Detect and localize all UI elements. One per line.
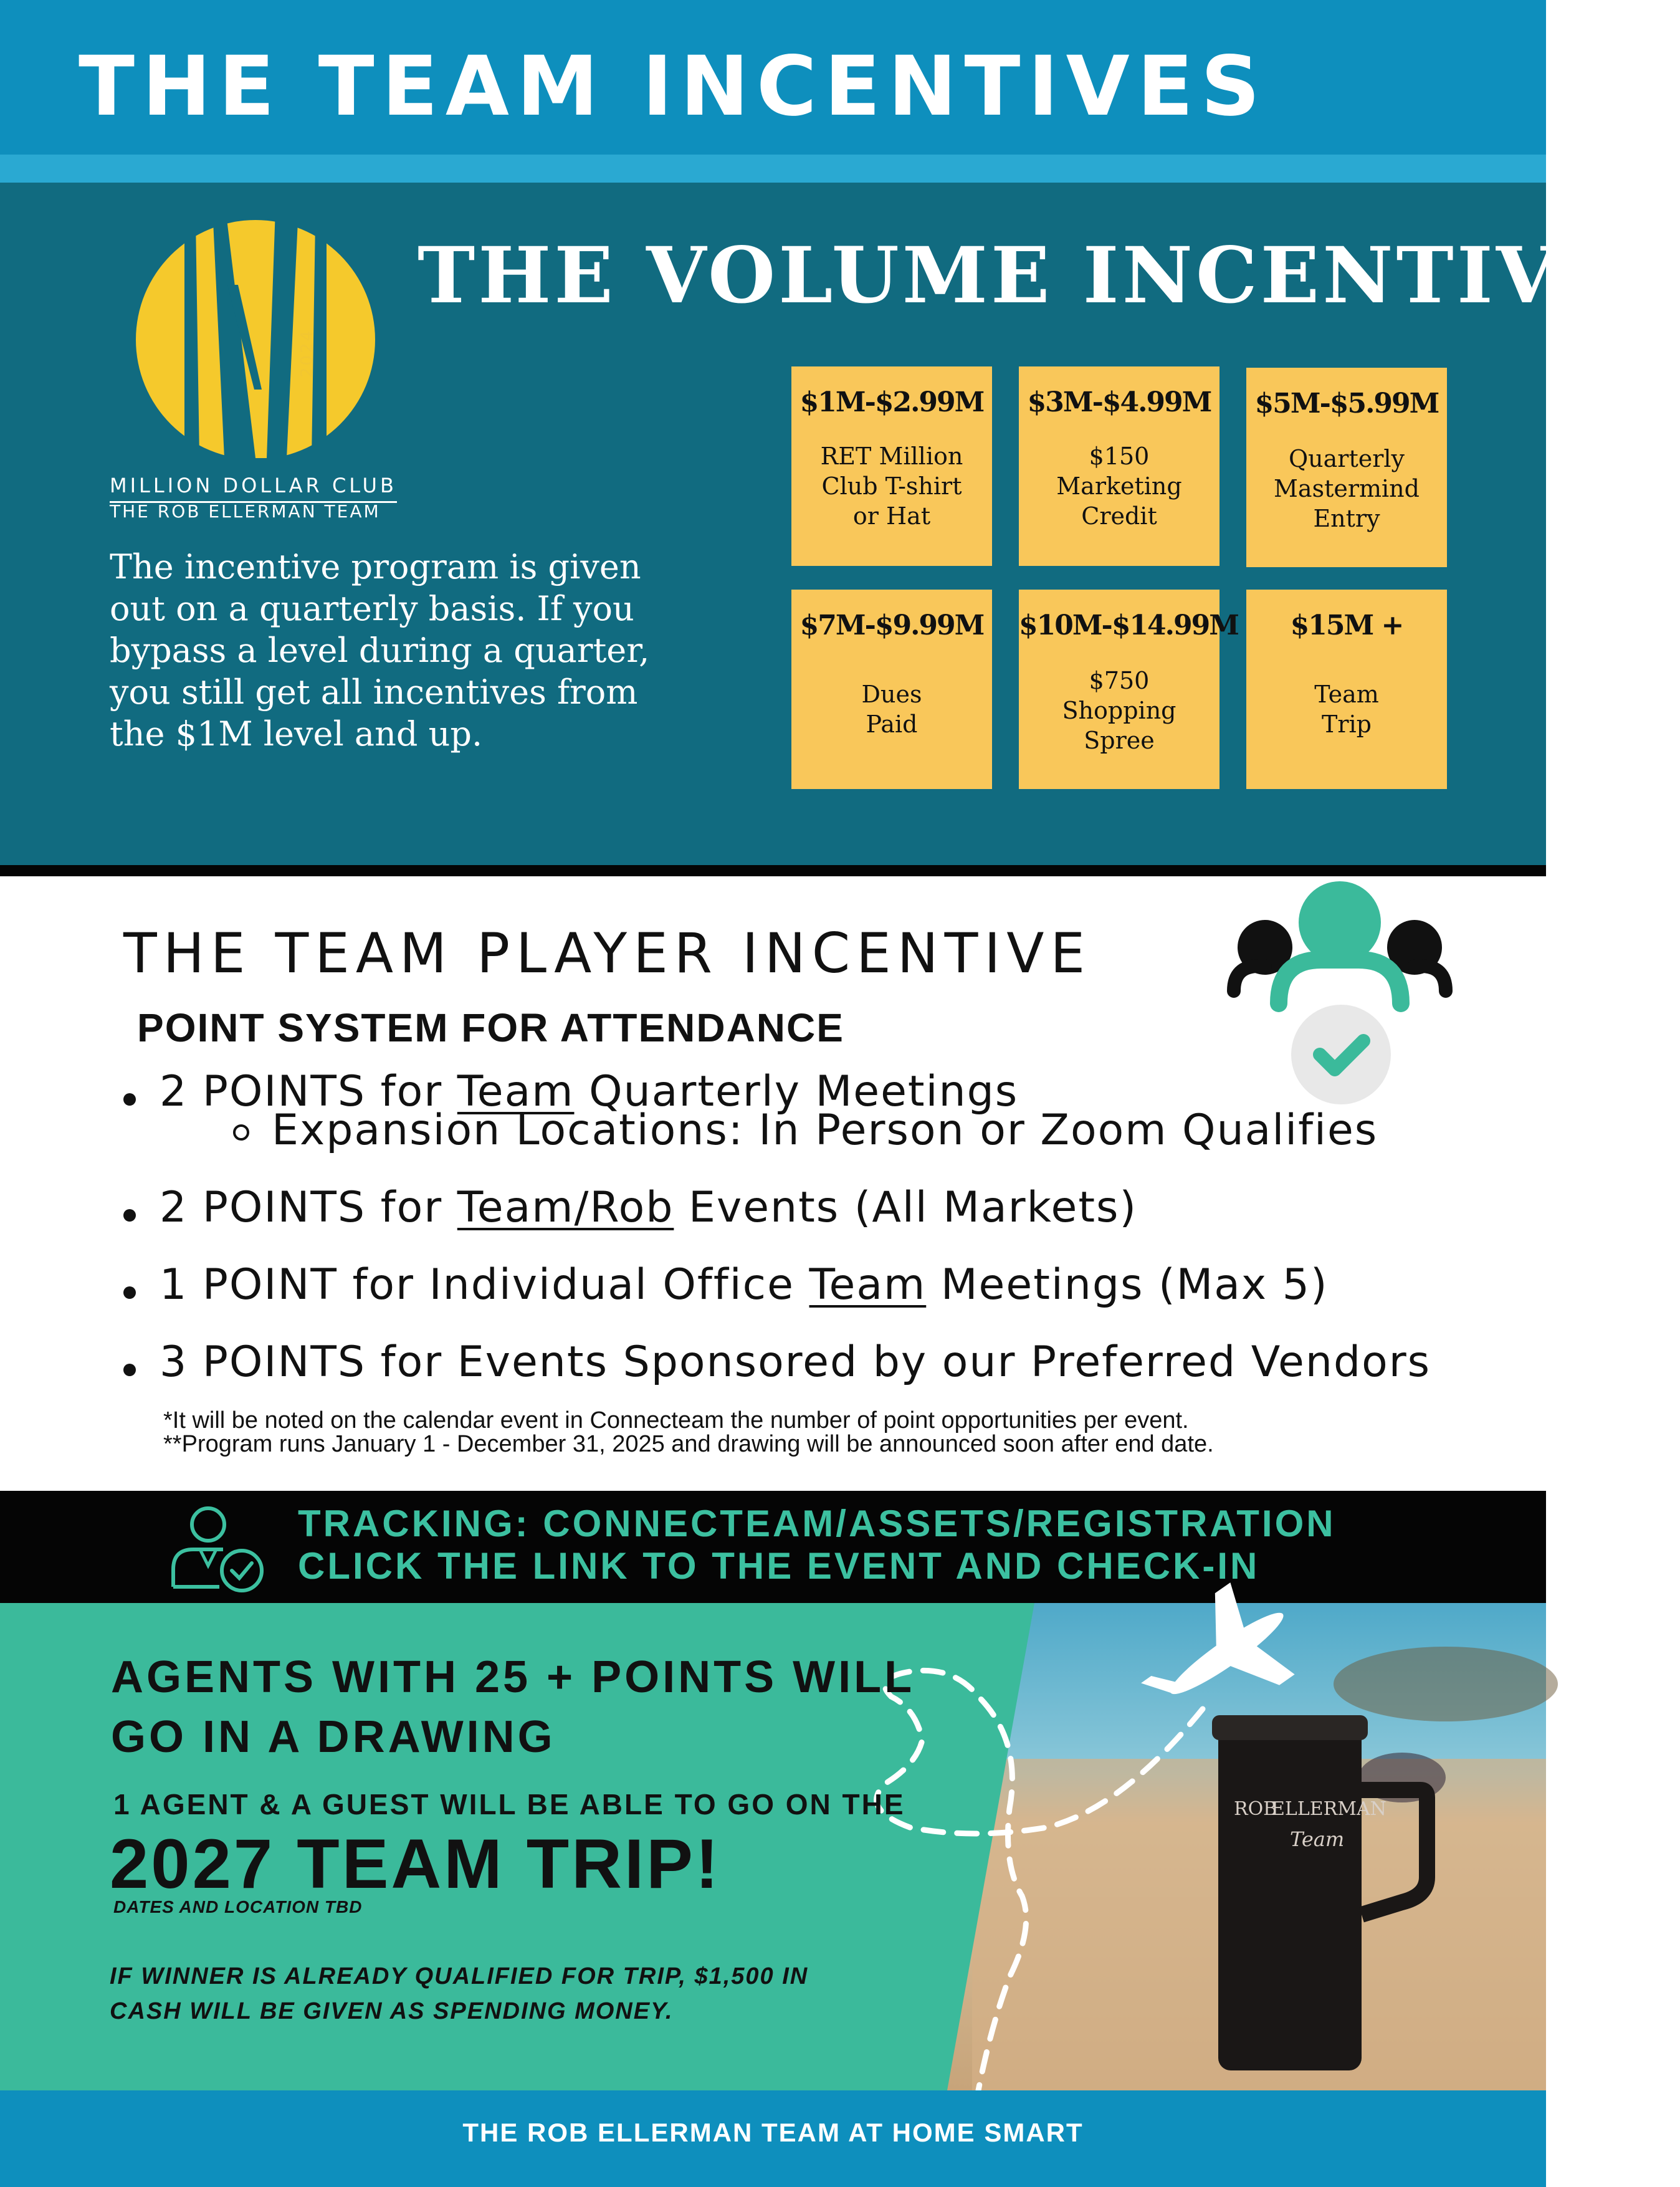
section-divider [0, 865, 1546, 876]
tier-card [791, 590, 992, 789]
tier-reward: Quarterly Mastermind Entry [1274, 445, 1420, 532]
volume-title: THE VOLUME INCENTIVES [418, 231, 1680, 321]
tier-reward: $750 Shopping Spree [1062, 667, 1176, 754]
tier-level: $3M-$4.99M [1027, 386, 1211, 418]
tier-level: $5M-$5.99M [1254, 388, 1439, 419]
point-item: 2 POINTS for Team Quarterly Meetings [160, 1067, 1530, 1116]
logo-name: MILLION DOLLAR CLUB [110, 474, 397, 503]
footnote-calendar: *It will be noted on the calendar event in Connecteam the number of point opportunities per event. [163, 1407, 1189, 1433]
tier-card [1019, 590, 1238, 789]
tier-reward: RET Million Club T-shirt or Hat [820, 443, 963, 530]
point-item: 2 POINTS for Team/Rob Events (All Markets) [160, 1183, 1530, 1232]
drawing-line-3: 1 AGENT & A GUEST WILL BE ABLE TO GO ON THE [113, 1788, 905, 1821]
million-dollar-club-logo [131, 209, 380, 458]
page-title: THE TEAM INCENTIVES [79, 39, 1267, 135]
tier-level: $7M-$9.99M [799, 610, 984, 641]
winner-note-1: IF WINNER IS ALREADY QUALIFIED FOR TRIP, $1,500 IN [110, 1963, 809, 1989]
tracking-line-1: TRACKING: CONNECTEAM/ASSETS/REGISTRATION [298, 1503, 1336, 1544]
tier-card [1246, 590, 1447, 789]
tier-reward: Dues Paid [861, 681, 922, 738]
svg-text:ROB: ROB [1234, 1798, 1277, 1820]
winner-note-2: CASH WILL BE GIVEN AS SPENDING MONEY. [110, 1998, 674, 2024]
tier-reward: $150 Marketing Credit [1056, 443, 1182, 530]
volume-description: The incentive program is given out on a quarterly basis. If you bypass a level during a quarter, you still get all incentives from the $1M level and up. [110, 547, 650, 754]
drawing-line-1: AGENTS WITH 25 + POINTS WILL [111, 1652, 915, 1702]
tier-level: $10M-$14.99M [1019, 610, 1238, 641]
svg-text:Team: Team [1290, 1827, 1345, 1851]
drawing-line-2: GO IN A DRAWING [111, 1712, 556, 1762]
team-player-title: THE TEAM PLAYER INCENTIVE [123, 921, 1092, 985]
tier-reward: Team Trip [1314, 681, 1379, 738]
logo-year: 2024 [298, 328, 317, 378]
tier-card [1246, 368, 1447, 567]
point-subitem: Expansion Locations: In Person or Zoom Qualifies [272, 1106, 1378, 1155]
tier-level: $15M + [1290, 610, 1403, 641]
svg-text:ELLERMAN: ELLERMAN [1271, 1798, 1386, 1820]
trip-dates: DATES AND LOCATION TBD [113, 1897, 363, 1917]
tier-level: $1M-$2.99M [799, 386, 984, 418]
point-item: 3 POINTS for Events Sponsored by our Preferred Vendors [160, 1338, 1530, 1387]
tier-card [791, 366, 992, 566]
team-player-subtitle: POINT SYSTEM FOR ATTENDANCE [137, 1005, 844, 1050]
logo-team: THE ROB ELLERMAN TEAM [110, 501, 381, 522]
footer-text: THE ROB ELLERMAN TEAM AT HOME SMART [462, 2118, 1084, 2147]
tracking-line-2: CLICK THE LINK TO THE EVENT AND CHECK-IN [298, 1545, 1260, 1587]
point-item: 1 POINT for Individual Office Team Meetings (Max 5) [160, 1260, 1530, 1309]
tier-card [1019, 366, 1219, 566]
header-stripe [0, 155, 1546, 183]
trip-headline: 2027 TEAM TRIP! [110, 1825, 722, 1903]
user-check-icon [168, 1501, 268, 1594]
footnote-program: **Program runs January 1 - December 31, 2025 and drawing will be announced soon after end date. [163, 1431, 1214, 1457]
